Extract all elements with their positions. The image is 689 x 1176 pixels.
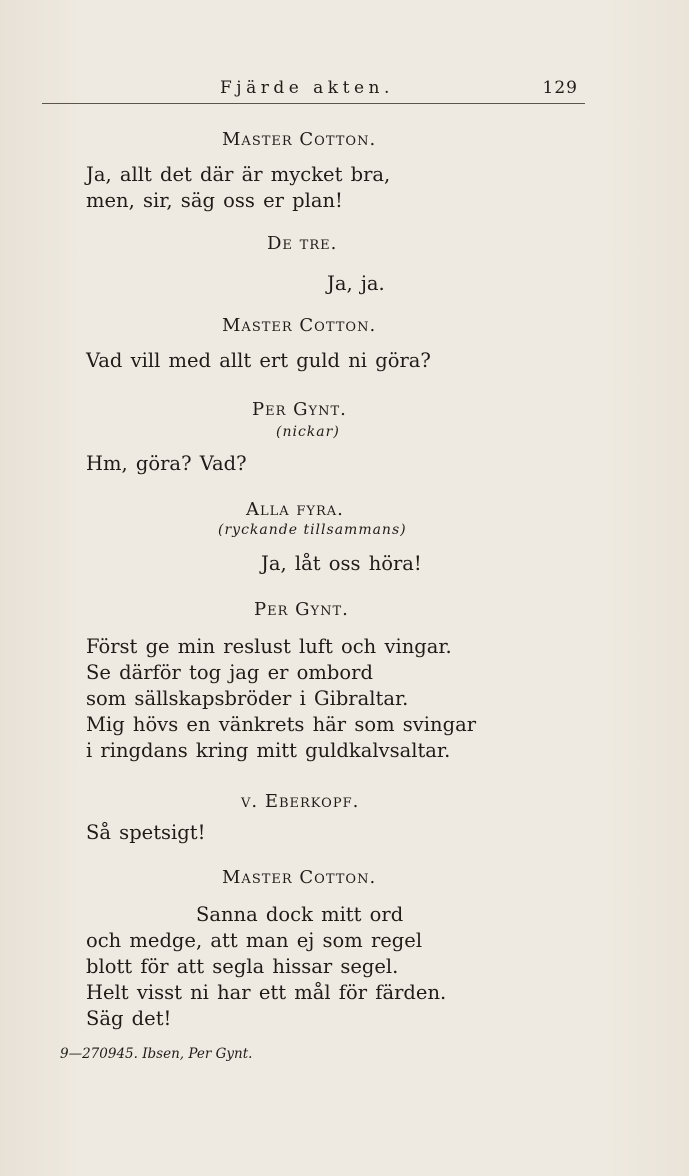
verse-line: Ja, låt oss höra! bbox=[261, 552, 422, 575]
verse-line: Vad vill med allt ert guld ni göra? bbox=[86, 349, 431, 372]
verse-line: blott för att segla hissar segel. bbox=[86, 955, 399, 978]
verse-line: Sanna dock mitt ord bbox=[196, 903, 404, 926]
verse-line: i ringdans kring mitt guldkalvsaltar. bbox=[86, 739, 451, 762]
verse-line: Först ge min reslust luft och vingar. bbox=[86, 635, 452, 658]
header-rule bbox=[42, 103, 585, 104]
verse-line: Ja, allt det där är mycket bra, bbox=[86, 163, 391, 186]
speaker-alla-fyra: Alla fyra. bbox=[246, 499, 344, 520]
verse-line: som sällskapsbröder i Gibraltar. bbox=[86, 687, 409, 710]
verse-line: Säg det! bbox=[86, 1007, 172, 1030]
verse-line: Så spetsigt! bbox=[86, 821, 206, 844]
page-number: 129 bbox=[542, 78, 578, 98]
running-header bbox=[42, 78, 582, 100]
act-title: Fjärde akten. bbox=[220, 78, 394, 98]
verse-line: Hm, göra? Vad? bbox=[86, 452, 247, 475]
speaker-per-gynt: Per Gynt. bbox=[254, 599, 349, 620]
speaker-per-gynt: Per Gynt. bbox=[252, 399, 347, 420]
speaker-master-cotton: Master Cotton. bbox=[222, 315, 377, 336]
verse-line: men, sir, säg oss er plan! bbox=[86, 189, 343, 212]
speaker-v-eberkopf: v. Eberkopf. bbox=[241, 791, 360, 812]
speaker-master-cotton: Master Cotton. bbox=[222, 867, 377, 888]
verse-line: Se därför tog jag er ombord bbox=[86, 661, 373, 684]
verse-line: Ja, ja. bbox=[327, 272, 385, 295]
verse-line: Mig hövs en vänkrets här som svingar bbox=[86, 713, 477, 736]
verse-line: och medge, att man ej som regel bbox=[86, 929, 423, 952]
stage-direction: (ryckande tillsammans) bbox=[218, 522, 407, 538]
speaker-master-cotton: Master Cotton. bbox=[222, 129, 377, 150]
printer-signature: 9—270945. Ibsen, Per Gynt. bbox=[60, 1046, 253, 1062]
speaker-de-tre: De tre. bbox=[267, 233, 338, 254]
verse-line: Helt visst ni har ett mål för färden. bbox=[86, 981, 447, 1004]
stage-direction: (nickar) bbox=[276, 424, 340, 440]
